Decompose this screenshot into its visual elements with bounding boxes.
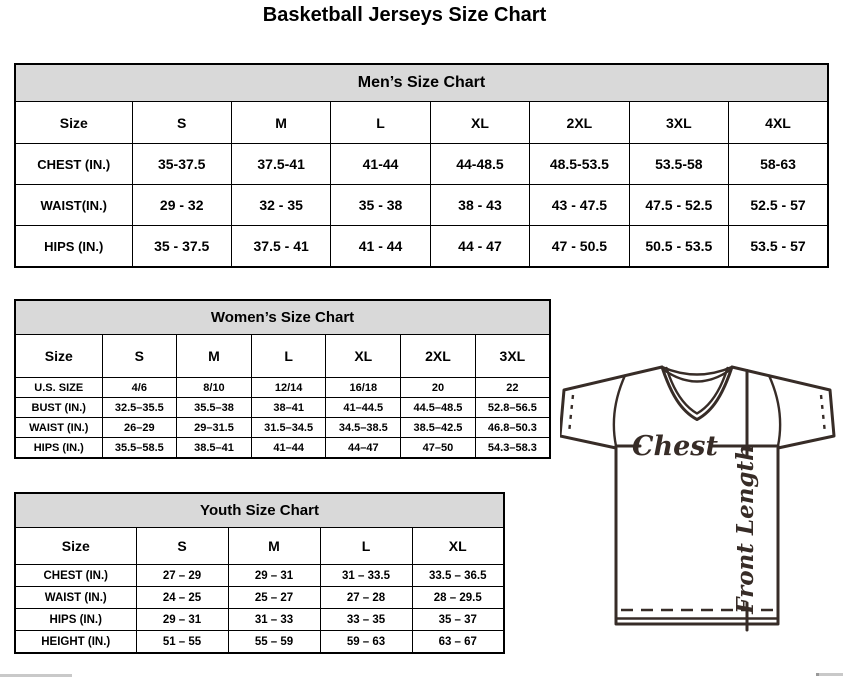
column-header: M bbox=[231, 102, 330, 144]
table-title-row bbox=[15, 300, 550, 335]
column-header: Size bbox=[15, 102, 132, 144]
cell-value: 26–29 bbox=[102, 418, 177, 438]
column-header: 4XL bbox=[729, 102, 828, 144]
page-title: Basketball Jerseys Size Chart bbox=[262, 4, 547, 26]
collar-back-curve-outer bbox=[662, 367, 732, 375]
cell-value: 29 - 32 bbox=[132, 185, 231, 226]
cell-value: 38 - 43 bbox=[430, 185, 529, 226]
cell-value: 37.5-41 bbox=[231, 144, 330, 185]
row-label: U.S. SIZE bbox=[15, 378, 102, 398]
column-header: XL bbox=[326, 335, 401, 378]
jersey-outline bbox=[560, 367, 834, 624]
cell-value: 29 – 31 bbox=[228, 565, 320, 587]
row-label: HEIGHT (IN.) bbox=[15, 631, 136, 654]
armhole-seam-left bbox=[614, 376, 625, 447]
cell-value: 44–47 bbox=[326, 438, 401, 459]
cell-value: 54.3–58.3 bbox=[475, 438, 550, 459]
cell-value: 32 - 35 bbox=[231, 185, 330, 226]
column-header: XL bbox=[430, 102, 529, 144]
cell-value: 29–31.5 bbox=[177, 418, 252, 438]
table-row bbox=[15, 398, 550, 418]
cell-value: 8/10 bbox=[177, 378, 252, 398]
column-header: 2XL bbox=[530, 102, 629, 144]
column-header: S bbox=[136, 528, 228, 565]
table-title: Youth Size Chart bbox=[15, 493, 504, 528]
column-header: 2XL bbox=[401, 335, 476, 378]
cell-value: 47–50 bbox=[401, 438, 476, 459]
row-label: BUST (IN.) bbox=[15, 398, 102, 418]
cell-value: 25 – 27 bbox=[228, 587, 320, 609]
armhole-seam-right bbox=[769, 376, 780, 447]
cell-value: 4/6 bbox=[102, 378, 177, 398]
column-header: L bbox=[320, 528, 412, 565]
cell-value: 33.5 – 36.5 bbox=[412, 565, 504, 587]
table-row bbox=[15, 631, 504, 654]
row-label: WAIST(IN.) bbox=[15, 185, 132, 226]
table-title-row bbox=[15, 64, 828, 102]
column-header: 3XL bbox=[475, 335, 550, 378]
cell-value: 35 - 38 bbox=[331, 185, 430, 226]
cell-value: 28 – 29.5 bbox=[412, 587, 504, 609]
cell-value: 31.5–34.5 bbox=[251, 418, 326, 438]
table-title: Women’s Size Chart bbox=[15, 300, 550, 335]
table-header-row bbox=[15, 335, 550, 378]
cell-value: 46.8–50.3 bbox=[475, 418, 550, 438]
column-header: M bbox=[228, 528, 320, 565]
cell-value: 38.5–42.5 bbox=[401, 418, 476, 438]
cell-value: 35 – 37 bbox=[412, 609, 504, 631]
table-row bbox=[15, 144, 828, 185]
scrollbar-fragment-left bbox=[0, 674, 72, 677]
scrollbar-fragment-right bbox=[816, 673, 843, 676]
jersey-measurement-diagram bbox=[560, 360, 836, 652]
table-row bbox=[15, 378, 550, 398]
row-label: HIPS (IN.) bbox=[15, 609, 136, 631]
cell-value: 59 – 63 bbox=[320, 631, 412, 654]
cell-value: 41-44 bbox=[331, 144, 430, 185]
row-label: WAIST (IN.) bbox=[15, 587, 136, 609]
mens-size-table bbox=[14, 63, 829, 268]
cell-value: 48.5-53.5 bbox=[530, 144, 629, 185]
cell-value: 32.5–35.5 bbox=[102, 398, 177, 418]
table-row bbox=[15, 587, 504, 609]
cell-value: 47.5 - 52.5 bbox=[629, 185, 728, 226]
cell-value: 44 - 47 bbox=[430, 226, 529, 268]
mens-size-chart-section bbox=[14, 63, 829, 268]
table-row bbox=[15, 438, 550, 459]
table-header-row bbox=[15, 102, 828, 144]
cell-value: 35-37.5 bbox=[132, 144, 231, 185]
youth-size-table bbox=[14, 492, 505, 654]
cell-value: 24 – 25 bbox=[136, 587, 228, 609]
cell-value: 16/18 bbox=[326, 378, 401, 398]
sleeve-hem-dashed-left bbox=[569, 395, 573, 433]
cell-value: 47 - 50.5 bbox=[530, 226, 629, 268]
womens-size-table bbox=[14, 299, 551, 459]
row-label: CHEST (IN.) bbox=[15, 565, 136, 587]
cell-value: 35 - 37.5 bbox=[132, 226, 231, 268]
table-row bbox=[15, 226, 828, 268]
table-row bbox=[15, 609, 504, 631]
cell-value: 35.5–58.5 bbox=[102, 438, 177, 459]
row-label: CHEST (IN.) bbox=[15, 144, 132, 185]
womens-size-chart-section bbox=[14, 299, 551, 459]
cell-value: 58-63 bbox=[729, 144, 828, 185]
youth-size-chart-section bbox=[14, 492, 505, 654]
sleeve-hem-dashed-right bbox=[821, 395, 825, 433]
column-header: M bbox=[177, 335, 252, 378]
column-header: S bbox=[102, 335, 177, 378]
cell-value: 27 – 28 bbox=[320, 587, 412, 609]
chest-label: Chest bbox=[632, 431, 718, 462]
cell-value: 22 bbox=[475, 378, 550, 398]
column-header: L bbox=[331, 102, 430, 144]
column-header: Size bbox=[15, 335, 102, 378]
cell-value: 44.5–48.5 bbox=[401, 398, 476, 418]
table-header-row bbox=[15, 528, 504, 565]
row-label: HIPS (IN.) bbox=[15, 226, 132, 268]
cell-value: 41–44.5 bbox=[326, 398, 401, 418]
cell-value: 50.5 - 53.5 bbox=[629, 226, 728, 268]
cell-value: 31 – 33.5 bbox=[320, 565, 412, 587]
cell-value: 35.5–38 bbox=[177, 398, 252, 418]
cell-value: 37.5 - 41 bbox=[231, 226, 330, 268]
cell-value: 41–44 bbox=[251, 438, 326, 459]
cell-value: 38.5–41 bbox=[177, 438, 252, 459]
cell-value: 12/14 bbox=[251, 378, 326, 398]
cell-value: 34.5–38.5 bbox=[326, 418, 401, 438]
table-row bbox=[15, 185, 828, 226]
cell-value: 29 – 31 bbox=[136, 609, 228, 631]
cell-value: 41 - 44 bbox=[331, 226, 430, 268]
cell-value: 33 – 35 bbox=[320, 609, 412, 631]
cell-value: 53.5 - 57 bbox=[729, 226, 828, 268]
cell-value: 38–41 bbox=[251, 398, 326, 418]
cell-value: 44-48.5 bbox=[430, 144, 529, 185]
cell-value: 52.5 - 57 bbox=[729, 185, 828, 226]
cell-value: 20 bbox=[401, 378, 476, 398]
cell-value: 31 – 33 bbox=[228, 609, 320, 631]
cell-value: 53.5-58 bbox=[629, 144, 728, 185]
table-row bbox=[15, 565, 504, 587]
cell-value: 63 – 67 bbox=[412, 631, 504, 654]
jersey-diagram-svg bbox=[560, 360, 836, 652]
cell-value: 43 - 47.5 bbox=[530, 185, 629, 226]
table-title: Men’s Size Chart bbox=[15, 64, 828, 102]
column-header: Size bbox=[15, 528, 136, 565]
cell-value: 27 – 29 bbox=[136, 565, 228, 587]
table-row bbox=[15, 418, 550, 438]
column-header: 3XL bbox=[629, 102, 728, 144]
front-length-label: Front Length bbox=[732, 444, 759, 614]
row-label: WAIST (IN.) bbox=[15, 418, 102, 438]
column-header: L bbox=[251, 335, 326, 378]
row-label: HIPS (IN.) bbox=[15, 438, 102, 459]
table-title-row bbox=[15, 493, 504, 528]
cell-value: 55 – 59 bbox=[228, 631, 320, 654]
cell-value: 51 – 55 bbox=[136, 631, 228, 654]
column-header: XL bbox=[412, 528, 504, 565]
cell-value: 52.8–56.5 bbox=[475, 398, 550, 418]
column-header: S bbox=[132, 102, 231, 144]
